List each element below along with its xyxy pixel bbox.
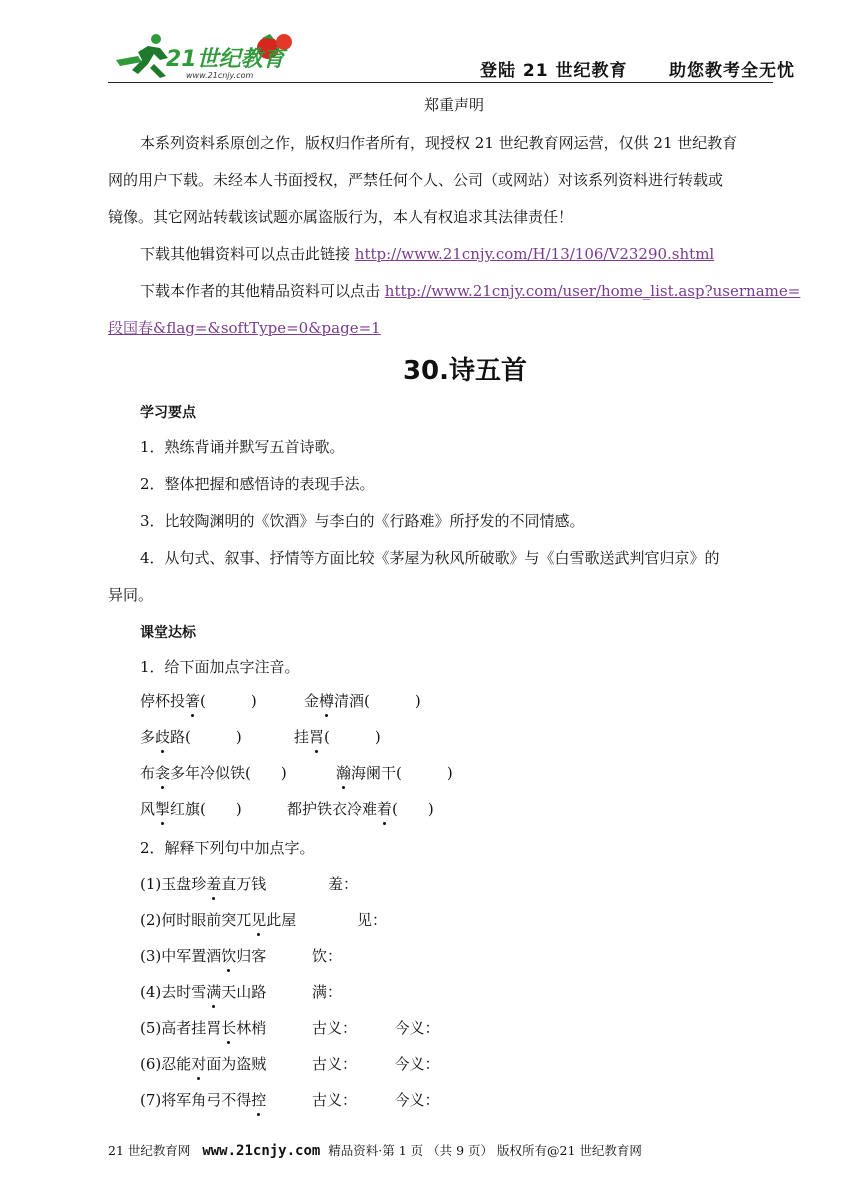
download-link-2-cont[interactable]: 段国春&flag=&softType=0&page=1 bbox=[108, 319, 381, 337]
explain-answer: 古义： 今义： bbox=[312, 1055, 440, 1073]
footer-right: 精品资料·第 1 页 （共 9 页） 版权所有@21 世纪教育网 bbox=[328, 1143, 642, 1158]
goal-item: 1．熟练背诵并默写五首诗歌。 bbox=[140, 438, 345, 456]
explain-answer: 饮： bbox=[312, 947, 343, 965]
notice-line-2: 网的用户下载。未经本人书面授权，严禁任何个人、公司（或网站）对该系列资料进行转载或 bbox=[108, 171, 724, 189]
download-line-2 bbox=[140, 281, 800, 302]
header-slogan-1: 登陆 21 世纪教育 bbox=[480, 61, 628, 81]
logo-url: www.21cnjy.com bbox=[186, 71, 254, 80]
explain-answer: 羞： bbox=[328, 875, 359, 893]
download-line-1 bbox=[140, 244, 714, 265]
explain-answer: 古义： 今义： bbox=[312, 1019, 440, 1037]
pinyin-item: 风掣红旗( ) bbox=[140, 800, 242, 818]
footer-site-link[interactable]: www.21cnjy.com bbox=[202, 1143, 321, 1159]
explain-item: (6)忍能对面为盗贼 bbox=[140, 1055, 267, 1073]
download-link-2[interactable]: http://www.21cnjy.com/user/home_list.asp?username= bbox=[384, 282, 801, 300]
download-prefix-2: 下载本作者的其他精品资料可以点击 bbox=[140, 282, 385, 300]
notice-title: 郑重声明 bbox=[424, 96, 485, 114]
question-1: 1．给下面加点字注音。 bbox=[140, 658, 300, 676]
site-logo[interactable] bbox=[108, 30, 308, 82]
header-slogan-2: 助您教考全无忧 bbox=[669, 61, 796, 81]
explain-item: (3)中军置酒饮归客 bbox=[140, 947, 267, 965]
pinyin-item: 布衾多年冷似铁( ) bbox=[140, 764, 287, 782]
header-divider bbox=[108, 82, 773, 83]
pinyin-item: 多歧路( ) bbox=[140, 728, 242, 746]
notice-line-1: 本系列资料系原创之作，版权归作者所有，现授权 21 世纪教育网运营，仅供 21 世纪教育 bbox=[140, 134, 738, 152]
explain-answer: 见： bbox=[357, 911, 388, 929]
pinyin-item: 金樽清酒( ) bbox=[304, 692, 421, 710]
download-link-1[interactable]: http://www.21cnjy.com/H/13/106/V23290.shtml bbox=[354, 245, 715, 263]
explain-answer: 满： bbox=[312, 983, 343, 1001]
goal-item: 3．比较陶渊明的《饮酒》与李白的《行路难》所抒发的不同情感。 bbox=[140, 512, 585, 530]
download-prefix-1: 下载其他辑资料可以点击此链接 bbox=[140, 245, 355, 263]
lesson-title: 30.诗五首 bbox=[402, 356, 528, 386]
download-line-2-cont bbox=[108, 318, 381, 339]
explain-item: (5)高者挂罥长林梢 bbox=[140, 1019, 267, 1037]
header-slogan bbox=[480, 56, 795, 81]
pinyin-item: 都护铁衣冷难着( ) bbox=[287, 800, 434, 818]
pinyin-item: 挂罥( ) bbox=[294, 728, 381, 746]
logo-graphic bbox=[108, 30, 308, 82]
notice-line-3: 镜像。其它网站转载该试题亦属盗版行为，本人有权追求其法律责任！ bbox=[108, 208, 574, 226]
footer-left: 21 世纪教育网 bbox=[108, 1143, 191, 1158]
question-2: 2．解释下列句中加点字。 bbox=[140, 839, 315, 857]
explain-item: (1)玉盘珍羞直万钱 bbox=[140, 875, 267, 893]
goal-item: 2．整体把握和感悟诗的表现手法。 bbox=[140, 475, 375, 493]
pinyin-item: 停杯投箸( ) bbox=[140, 692, 257, 710]
goal-item: 4．从句式、叙事、抒情等方面比较《茅屋为秋风所破歌》与《白雪歌送武判官归京》的 bbox=[140, 549, 720, 567]
section-title-key-points: 学习要点 bbox=[140, 405, 196, 421]
pinyin-item: 瀚海阑干( ) bbox=[336, 764, 453, 782]
explain-item: (4)去时雪满天山路 bbox=[140, 983, 267, 1001]
explain-item: (2)何时眼前突兀见此屋 bbox=[140, 911, 297, 929]
goal-item-cont: 异同。 bbox=[108, 586, 154, 604]
section-title-class-practice: 课堂达标 bbox=[140, 625, 196, 641]
page-footer bbox=[108, 1141, 642, 1159]
explain-item: (7)将军角弓不得控 bbox=[140, 1091, 267, 1109]
logo-text: 21世纪教育 bbox=[166, 47, 285, 72]
explain-answer: 古义： 今义： bbox=[312, 1091, 440, 1109]
